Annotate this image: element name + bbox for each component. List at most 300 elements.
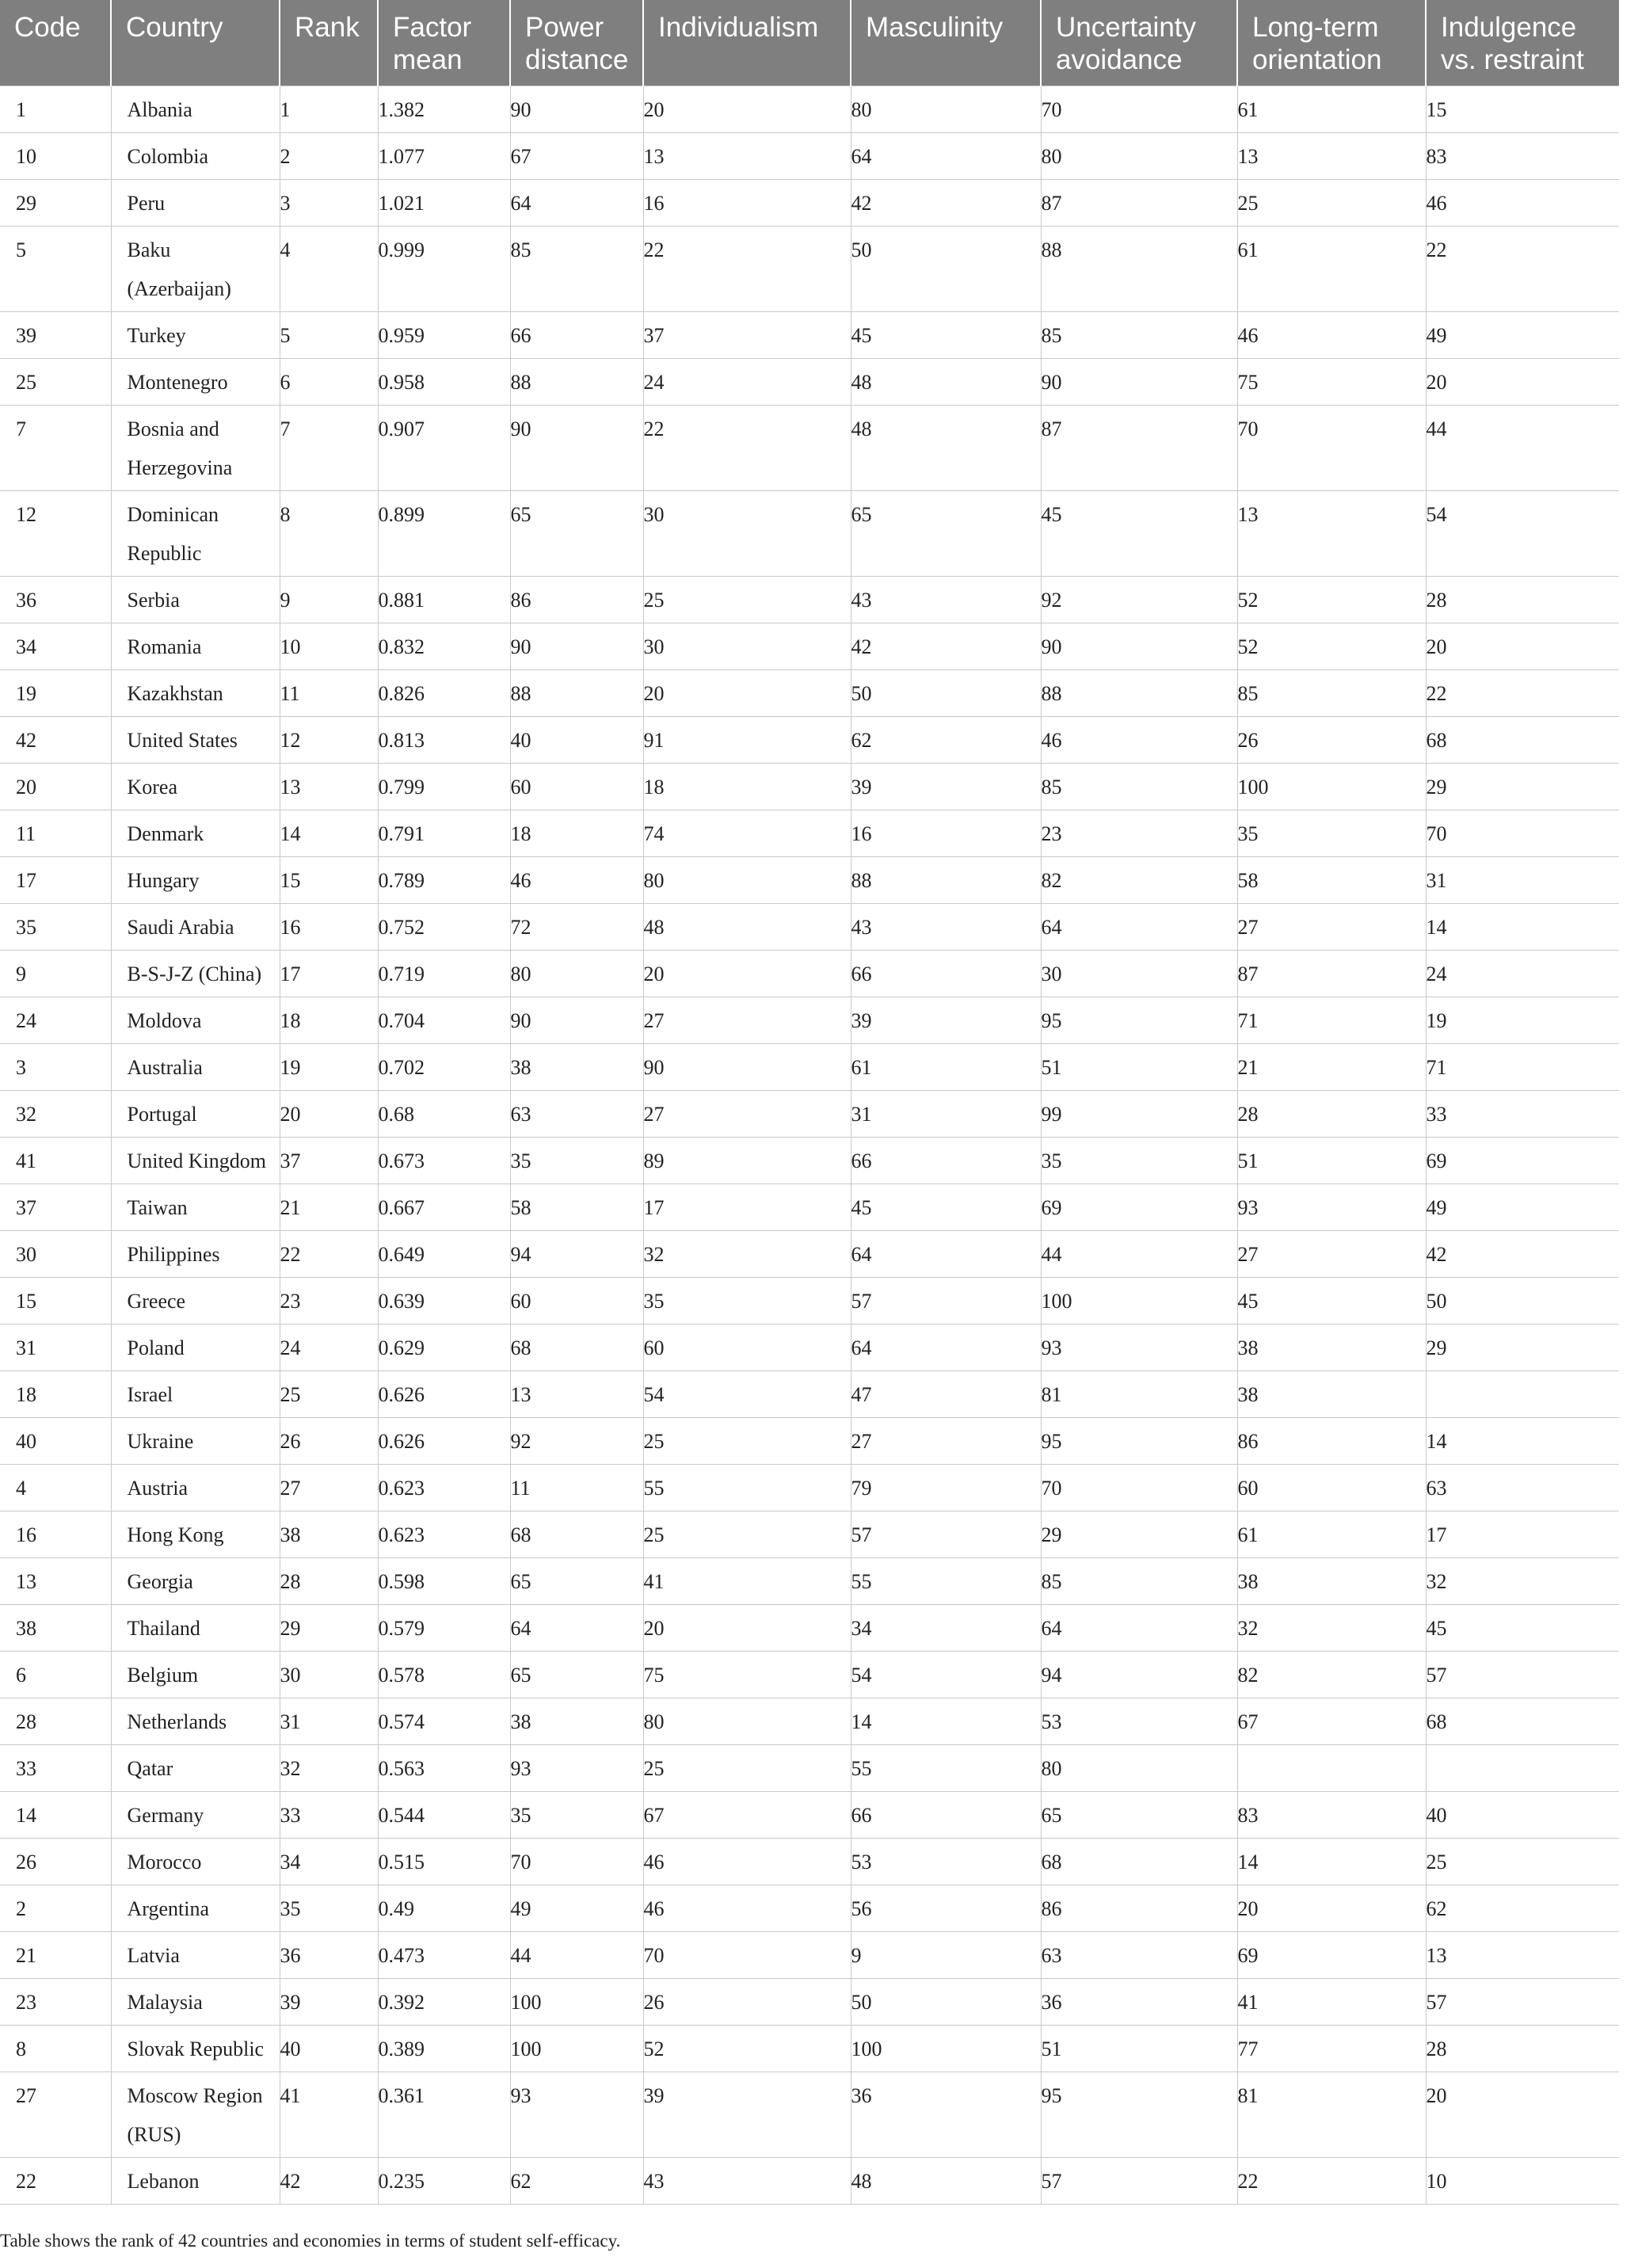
table-cell: 65 — [510, 1558, 643, 1605]
table-cell: 46 — [1237, 312, 1426, 359]
table-cell: 10 — [280, 623, 378, 670]
table-cell: 31 — [851, 1091, 1041, 1138]
table-cell: 13 — [643, 133, 851, 180]
table-cell: 87 — [1041, 406, 1237, 491]
country-cell: Thailand — [111, 1605, 280, 1652]
table-cell: 20 — [643, 86, 851, 133]
table-cell: 65 — [510, 1652, 643, 1698]
table-cell: 61 — [851, 1044, 1041, 1091]
table-cell: 13 — [1426, 1932, 1619, 1979]
table-cell: 50 — [851, 227, 1041, 312]
table-cell: 8 — [280, 491, 378, 577]
table-cell: 13 — [1237, 133, 1426, 180]
country-cell: Bosnia and Herzegovina — [111, 406, 280, 491]
table-cell: 52 — [1237, 623, 1426, 670]
table-cell: 0.578 — [378, 1652, 510, 1698]
table-row — [0, 1979, 1619, 2026]
country-cell: Korea — [111, 764, 280, 810]
table-cell: 80 — [851, 86, 1041, 133]
table-cell: 80 — [1041, 133, 1237, 180]
table-cell — [1426, 1371, 1619, 1418]
table-cell: 85 — [1041, 1558, 1237, 1605]
table-cell: 15 — [0, 1278, 111, 1325]
table-cell: 25 — [643, 1745, 851, 1792]
table-row — [0, 1745, 1619, 1792]
country-cell: Morocco — [111, 1839, 280, 1885]
table-cell: 66 — [851, 1792, 1041, 1839]
table-row — [0, 857, 1619, 904]
table-cell: 87 — [1041, 180, 1237, 227]
table-cell: 25 — [643, 577, 851, 623]
table-cell: 36 — [280, 1932, 378, 1979]
table-cell: 21 — [1237, 1044, 1426, 1091]
table-cell: 64 — [1041, 904, 1237, 951]
table-cell: 21 — [0, 1932, 111, 1979]
table-cell: 70 — [643, 1932, 851, 1979]
table-cell: 9 — [851, 1932, 1041, 1979]
table-cell: 26 — [280, 1418, 378, 1465]
table-cell: 0.623 — [378, 1465, 510, 1511]
table-cell: 95 — [1041, 2072, 1237, 2158]
table-cell: 90 — [643, 1044, 851, 1091]
table-cell: 39 — [280, 1979, 378, 2026]
table-cell: 46 — [643, 1839, 851, 1885]
table-cell: 13 — [510, 1371, 643, 1418]
table-cell: 27 — [1237, 904, 1426, 951]
country-cell: Turkey — [111, 312, 280, 359]
table-cell: 95 — [1041, 1418, 1237, 1465]
table-cell: 39 — [0, 312, 111, 359]
table-cell: 80 — [510, 951, 643, 997]
table-cell: 100 — [851, 2026, 1041, 2072]
country-cell: Austria — [111, 1465, 280, 1511]
table-cell: 11 — [0, 810, 111, 857]
table-cell: 25 — [643, 1511, 851, 1558]
table-cell: 22 — [643, 406, 851, 491]
table-cell: 57 — [1426, 1652, 1619, 1698]
table-cell: 95 — [1041, 997, 1237, 1044]
table-cell: 0.579 — [378, 1605, 510, 1652]
table-cell: 0.907 — [378, 406, 510, 491]
table-cell: 24 — [1426, 951, 1619, 997]
table-cell: 52 — [643, 2026, 851, 2072]
table-cell: 74 — [643, 810, 851, 857]
table-cell: 38 — [1237, 1371, 1426, 1418]
table-cell: 79 — [851, 1465, 1041, 1511]
table-cell: 22 — [0, 2158, 111, 2205]
table-cell: 0.958 — [378, 359, 510, 406]
table-cell: 90 — [510, 623, 643, 670]
country-cell: Ukraine — [111, 1418, 280, 1465]
table-body — [0, 86, 1619, 2205]
table-cell: 63 — [1041, 1932, 1237, 1979]
country-cell: B-S-J-Z (China) — [111, 951, 280, 997]
table-row — [0, 1932, 1619, 1979]
table-row — [0, 1091, 1619, 1138]
table-cell: 22 — [643, 227, 851, 312]
table-cell: 18 — [0, 1371, 111, 1418]
table-row — [0, 1044, 1619, 1091]
table-cell: 51 — [1041, 1044, 1237, 1091]
table-cell: 35 — [280, 1885, 378, 1932]
table-cell: 0.826 — [378, 670, 510, 717]
table-cell: 60 — [510, 764, 643, 810]
table-cell: 6 — [0, 1652, 111, 1698]
table-cell: 21 — [280, 1184, 378, 1231]
table-cell: 93 — [1041, 1325, 1237, 1371]
table-cell: 87 — [1237, 951, 1426, 997]
country-cell: Albania — [111, 86, 280, 133]
table-cell: 45 — [851, 1184, 1041, 1231]
country-cell: Belgium — [111, 1652, 280, 1698]
table-cell: 66 — [510, 312, 643, 359]
table-cell: 17 — [1426, 1511, 1619, 1558]
table-cell: 41 — [0, 1138, 111, 1184]
table-cell: 44 — [1426, 406, 1619, 491]
table-cell: 86 — [510, 577, 643, 623]
table-cell: 86 — [1041, 1885, 1237, 1932]
table-cell: 35 — [0, 904, 111, 951]
table-cell: 41 — [643, 1558, 851, 1605]
table-cell: 48 — [851, 359, 1041, 406]
table-cell: 17 — [280, 951, 378, 997]
table-row — [0, 1231, 1619, 1278]
table-cell: 25 — [0, 359, 111, 406]
table-cell: 25 — [1426, 1839, 1619, 1885]
table-row — [0, 951, 1619, 997]
table-row — [0, 764, 1619, 810]
table-cell: 55 — [851, 1558, 1041, 1605]
table-cell: 53 — [1041, 1698, 1237, 1745]
table-cell: 0.899 — [378, 491, 510, 577]
table-cell: 61 — [1237, 86, 1426, 133]
table-cell: 0.752 — [378, 904, 510, 951]
table-cell: 88 — [1041, 227, 1237, 312]
table-cell: 22 — [1426, 227, 1619, 312]
table-cell: 27 — [643, 1091, 851, 1138]
table-row — [0, 1698, 1619, 1745]
country-cell: Hungary — [111, 857, 280, 904]
country-cell: Saudi Arabia — [111, 904, 280, 951]
table-row — [0, 810, 1619, 857]
table-cell: 8 — [0, 2026, 111, 2072]
table-cell: 82 — [1041, 857, 1237, 904]
table-cell: 31 — [0, 1325, 111, 1371]
table-cell: 0.598 — [378, 1558, 510, 1605]
table-cell: 77 — [1237, 2026, 1426, 2072]
table-cell: 15 — [280, 857, 378, 904]
table-cell: 56 — [851, 1885, 1041, 1932]
table-cell: 6 — [280, 359, 378, 406]
country-cell: Peru — [111, 180, 280, 227]
table-cell: 46 — [1426, 180, 1619, 227]
table-cell: 54 — [1426, 491, 1619, 577]
table-cell: 22 — [1426, 670, 1619, 717]
table-cell: 36 — [851, 2072, 1041, 2158]
country-cell: United States — [111, 717, 280, 764]
table-cell: 55 — [643, 1465, 851, 1511]
table-cell: 48 — [851, 2158, 1041, 2205]
table-cell: 68 — [510, 1325, 643, 1371]
table-cell: 0.68 — [378, 1091, 510, 1138]
table-cell: 85 — [1237, 670, 1426, 717]
table-cell: 7 — [280, 406, 378, 491]
table-cell: 19 — [0, 670, 111, 717]
table-row — [0, 2072, 1619, 2158]
table-row — [0, 577, 1619, 623]
table-cell: 43 — [851, 904, 1041, 951]
table-cell: 14 — [1237, 1839, 1426, 1885]
table-cell: 68 — [1426, 717, 1619, 764]
table-cell: 0.791 — [378, 810, 510, 857]
table-cell: 63 — [510, 1091, 643, 1138]
table-cell: 93 — [510, 1745, 643, 1792]
table-cell: 63 — [1426, 1465, 1619, 1511]
table-cell: 30 — [643, 491, 851, 577]
table-cell: 33 — [1426, 1091, 1619, 1138]
table-cell: 25 — [643, 1418, 851, 1465]
country-cell: Lebanon — [111, 2158, 280, 2205]
table-cell: 10 — [0, 133, 111, 180]
country-cell: Malaysia — [111, 1979, 280, 2026]
table-cell: 89 — [643, 1138, 851, 1184]
table-cell: 5 — [280, 312, 378, 359]
table-cell: 83 — [1237, 1792, 1426, 1839]
table-cell: 42 — [1426, 1231, 1619, 1278]
table-cell: 62 — [510, 2158, 643, 2205]
table-cell: 40 — [0, 1418, 111, 1465]
table-cell: 14 — [1426, 1418, 1619, 1465]
table-cell: 11 — [280, 670, 378, 717]
table-cell: 20 — [1426, 623, 1619, 670]
table-cell: 65 — [1041, 1792, 1237, 1839]
table-cell: 16 — [643, 180, 851, 227]
table-cell: 0.813 — [378, 717, 510, 764]
table-cell: 7 — [0, 406, 111, 491]
country-cell: Philippines — [111, 1231, 280, 1278]
table-cell: 62 — [1426, 1885, 1619, 1932]
table-cell: 0.959 — [378, 312, 510, 359]
table-cell: 0.881 — [378, 577, 510, 623]
table-cell: 3 — [0, 1044, 111, 1091]
table-cell: 1.382 — [378, 86, 510, 133]
country-cell: Poland — [111, 1325, 280, 1371]
table-cell: 0.719 — [378, 951, 510, 997]
table-cell: 80 — [1041, 1745, 1237, 1792]
table-cell: 38 — [510, 1698, 643, 1745]
table-cell: 46 — [643, 1885, 851, 1932]
table-cell: 28 — [0, 1698, 111, 1745]
table-cell: 51 — [1237, 1138, 1426, 1184]
table-row — [0, 1605, 1619, 1652]
table-cell: 27 — [643, 997, 851, 1044]
table-cell: 47 — [851, 1371, 1041, 1418]
table-cell: 43 — [643, 2158, 851, 2205]
table-row — [0, 491, 1619, 577]
table-cell: 100 — [510, 2026, 643, 2072]
country-cell: Georgia — [111, 1558, 280, 1605]
table-cell: 0.563 — [378, 1745, 510, 1792]
table-row — [0, 1138, 1619, 1184]
table-cell: 33 — [280, 1792, 378, 1839]
table-cell: 52 — [1237, 577, 1426, 623]
table-cell: 14 — [0, 1792, 111, 1839]
table-cell: 0.667 — [378, 1184, 510, 1231]
table-cell: 32 — [1237, 1605, 1426, 1652]
country-cell: Portugal — [111, 1091, 280, 1138]
table-cell: 70 — [1426, 810, 1619, 857]
table-cell: 18 — [280, 997, 378, 1044]
table-cell: 58 — [1237, 857, 1426, 904]
table-row — [0, 623, 1619, 670]
table-cell: 0.673 — [378, 1138, 510, 1184]
table-cell: 0.799 — [378, 764, 510, 810]
table-cell: 61 — [1237, 1511, 1426, 1558]
table-cell: 34 — [851, 1605, 1041, 1652]
table-cell: 18 — [510, 810, 643, 857]
table-cell: 32 — [643, 1231, 851, 1278]
country-cell: Australia — [111, 1044, 280, 1091]
table-cell: 39 — [851, 764, 1041, 810]
table-cell: 64 — [851, 1231, 1041, 1278]
table-cell: 0.389 — [378, 2026, 510, 2072]
table-cell: 27 — [0, 2072, 111, 2158]
table-cell: 11 — [510, 1465, 643, 1511]
table-cell: 50 — [851, 670, 1041, 717]
table-cell: 67 — [643, 1792, 851, 1839]
table-row — [0, 133, 1619, 180]
table-cell: 55 — [851, 1745, 1041, 1792]
table-caption: Table shows the rank of 42 countries and economies in terms of student self-efficacy. — [0, 2231, 621, 2251]
table-row — [0, 1511, 1619, 1558]
country-cell: Baku (Azerbaijan) — [111, 227, 280, 312]
column-header: Masculinity — [851, 0, 1041, 86]
table-cell: 40 — [280, 2026, 378, 2072]
table-cell: 28 — [1426, 2026, 1619, 2072]
table-cell: 43 — [851, 577, 1041, 623]
table-cell: 16 — [851, 810, 1041, 857]
table-cell: 69 — [1426, 1138, 1619, 1184]
table-cell: 80 — [643, 857, 851, 904]
table-cell: 10 — [1426, 2158, 1619, 2205]
table-cell: 68 — [1426, 1698, 1619, 1745]
table-cell: 5 — [0, 227, 111, 312]
table-cell: 93 — [1237, 1184, 1426, 1231]
table-row — [0, 1184, 1619, 1231]
table-row — [0, 312, 1619, 359]
table-cell: 44 — [510, 1932, 643, 1979]
table-cell: 14 — [851, 1698, 1041, 1745]
table-cell: 2 — [0, 1885, 111, 1932]
table-row — [0, 406, 1619, 491]
table-cell: 71 — [1426, 1044, 1619, 1091]
table-cell: 46 — [1041, 717, 1237, 764]
table-cell: 35 — [510, 1792, 643, 1839]
table-cell: 20 — [1426, 2072, 1619, 2158]
table-row — [0, 1278, 1619, 1325]
table-cell: 28 — [1426, 577, 1619, 623]
table-cell: 29 — [1426, 764, 1619, 810]
table-cell: 0.649 — [378, 1231, 510, 1278]
table-cell: 68 — [510, 1511, 643, 1558]
table-cell: 16 — [0, 1511, 111, 1558]
country-cell: Moldova — [111, 997, 280, 1044]
table-cell: 42 — [851, 623, 1041, 670]
table-cell: 49 — [510, 1885, 643, 1932]
table-cell: 0.626 — [378, 1418, 510, 1465]
table-cell: 29 — [1426, 1325, 1619, 1371]
country-cell: Hong Kong — [111, 1511, 280, 1558]
table-cell: 1 — [280, 86, 378, 133]
table-cell: 68 — [1041, 1839, 1237, 1885]
table-cell: 49 — [1426, 1184, 1619, 1231]
table-cell: 0.789 — [378, 857, 510, 904]
table-cell: 28 — [1237, 1091, 1426, 1138]
table-cell: 93 — [510, 2072, 643, 2158]
table-cell: 0.574 — [378, 1698, 510, 1745]
table-cell: 0.361 — [378, 2072, 510, 2158]
table-cell: 57 — [1426, 1979, 1619, 2026]
table-cell: 88 — [510, 670, 643, 717]
table-cell: 88 — [1041, 670, 1237, 717]
table-cell: 80 — [643, 1698, 851, 1745]
table-cell: 66 — [851, 951, 1041, 997]
table-cell: 57 — [1041, 2158, 1237, 2205]
table-row — [0, 997, 1619, 1044]
table-cell: 0.629 — [378, 1325, 510, 1371]
table-cell: 62 — [851, 717, 1041, 764]
table-row — [0, 904, 1619, 951]
table-cell: 86 — [1237, 1418, 1426, 1465]
table-cell: 42 — [851, 180, 1041, 227]
table-cell: 35 — [1041, 1138, 1237, 1184]
table-cell: 33 — [0, 1745, 111, 1792]
table-cell: 34 — [0, 623, 111, 670]
table-cell: 14 — [280, 810, 378, 857]
column-header: Rank — [280, 0, 378, 86]
table-cell: 20 — [1237, 1885, 1426, 1932]
country-cell: Serbia — [111, 577, 280, 623]
table-cell: 20 — [643, 1605, 851, 1652]
table-cell: 54 — [851, 1652, 1041, 1698]
table-cell: 28 — [280, 1558, 378, 1605]
table-cell: 13 — [0, 1558, 111, 1605]
table-cell: 49 — [1426, 312, 1619, 359]
table-cell: 70 — [1041, 1465, 1237, 1511]
table-cell: 0.639 — [378, 1278, 510, 1325]
column-header: Individualism — [643, 0, 851, 86]
table-cell: 60 — [1237, 1465, 1426, 1511]
country-cell: Argentina — [111, 1885, 280, 1932]
table-cell: 85 — [1041, 764, 1237, 810]
table-cell: 0.515 — [378, 1839, 510, 1885]
table-cell: 92 — [510, 1418, 643, 1465]
table-cell: 48 — [643, 904, 851, 951]
table-cell: 25 — [280, 1371, 378, 1418]
table-cell: 81 — [1237, 2072, 1426, 2158]
table-cell: 0.999 — [378, 227, 510, 312]
table-cell: 13 — [1237, 491, 1426, 577]
table-cell: 20 — [280, 1091, 378, 1138]
table-cell: 35 — [510, 1138, 643, 1184]
table-row — [0, 180, 1619, 227]
table-cell: 91 — [643, 717, 851, 764]
table-cell: 57 — [851, 1278, 1041, 1325]
table-cell: 29 — [1041, 1511, 1237, 1558]
table-cell: 75 — [1237, 359, 1426, 406]
table-cell: 3 — [280, 180, 378, 227]
country-cell: Greece — [111, 1278, 280, 1325]
